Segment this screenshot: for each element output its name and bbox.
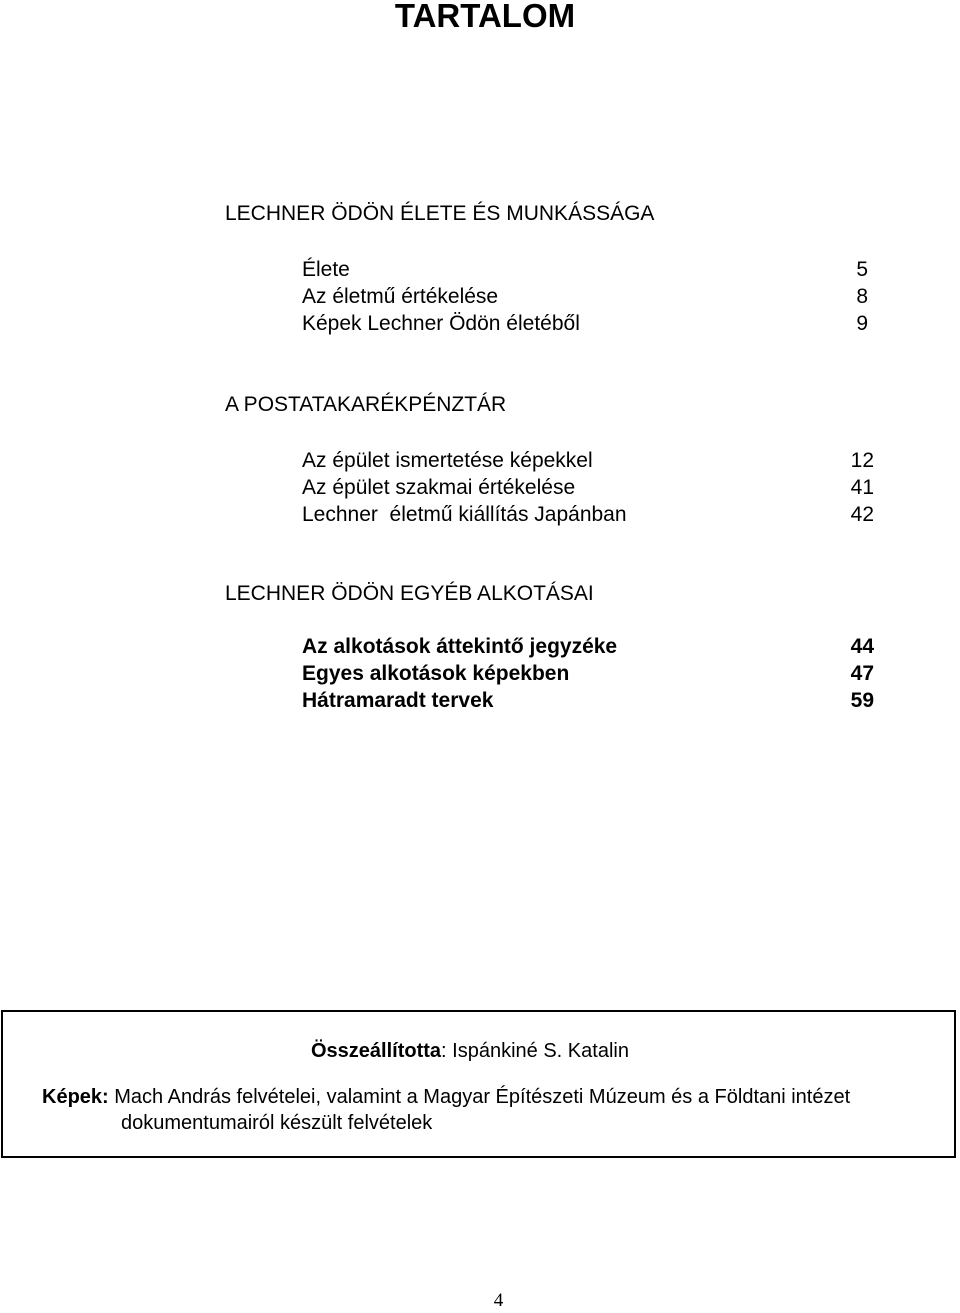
toc-entry-label: Az életmű értékelése: [302, 285, 499, 308]
compiled-by-value: Ispánkiné S. Katalin: [452, 1040, 629, 1062]
page-number: 4: [493, 1290, 504, 1311]
photo-credits-label: Képek:: [42, 1086, 109, 1108]
section-heading-life-and-work: LECHNER ÖDÖN ÉLETE ÉS MUNKÁSSÁGA: [225, 202, 655, 225]
section-heading-postal-savings-bank: A POSTATAKARÉKPÉNZTÁR: [225, 393, 507, 416]
toc-entry-page: 8: [856, 285, 868, 308]
toc-entry[interactable]: [302, 256, 868, 283]
toc-entry[interactable]: [302, 501, 874, 528]
toc-list-other-works: [302, 633, 874, 714]
toc-entry-label: Egyes alkotások képekben: [302, 662, 570, 685]
compiled-by-label: Összeállította: [311, 1040, 442, 1062]
toc-entry-page: 5: [856, 258, 868, 281]
compiled-by-line: [311, 1038, 629, 1064]
section-heading-other-works: LECHNER ÖDÖN EGYÉB ALKOTÁSAI: [225, 582, 594, 605]
toc-entry-label: Az épület szakmai értékelése: [302, 476, 576, 499]
toc-entry[interactable]: [302, 447, 874, 474]
toc-list-life-and-work: [302, 256, 868, 337]
toc-entry-page: 12: [850, 449, 874, 472]
photo-credits-line-1: Mach András felvételei, valamint a Magyar Építészeti Múzeum és a Földtani intézet: [108, 1086, 851, 1108]
toc-entry-page: 59: [850, 689, 874, 712]
toc-entry[interactable]: [302, 633, 874, 660]
credits-box: [1, 1010, 956, 1158]
toc-entry[interactable]: [302, 474, 874, 501]
toc-entry-page: 9: [856, 312, 868, 335]
page-title: TARTALOM: [394, 0, 576, 34]
toc-entry-label: Az alkotások áttekintő jegyzéke: [302, 635, 618, 658]
toc-entry-label: Hátramaradt tervek: [302, 689, 494, 712]
toc-entry-label: Lechner életmű kiállítás Japánban: [302, 503, 627, 526]
compiled-by-separator: :: [441, 1040, 453, 1062]
photo-credits-line-2: dokumentumairól készült felvételek: [121, 1112, 433, 1134]
toc-entry-label: Élete: [302, 258, 350, 281]
toc-entry-page: 42: [850, 503, 874, 526]
toc-entry-label: Az épület ismertetése képekkel: [302, 449, 593, 472]
toc-entry[interactable]: [302, 687, 874, 714]
toc-entry-label: Képek Lechner Ödön életéből: [302, 312, 580, 335]
toc-entry-page: 41: [850, 476, 874, 499]
photo-credits: [42, 1084, 942, 1136]
toc-entry[interactable]: [302, 660, 874, 687]
toc-entry[interactable]: [302, 283, 868, 310]
toc-list-postal-savings-bank: [302, 447, 874, 528]
toc-entry[interactable]: [302, 310, 868, 337]
toc-entry-page: 47: [850, 662, 874, 685]
toc-entry-page: 44: [850, 635, 874, 658]
